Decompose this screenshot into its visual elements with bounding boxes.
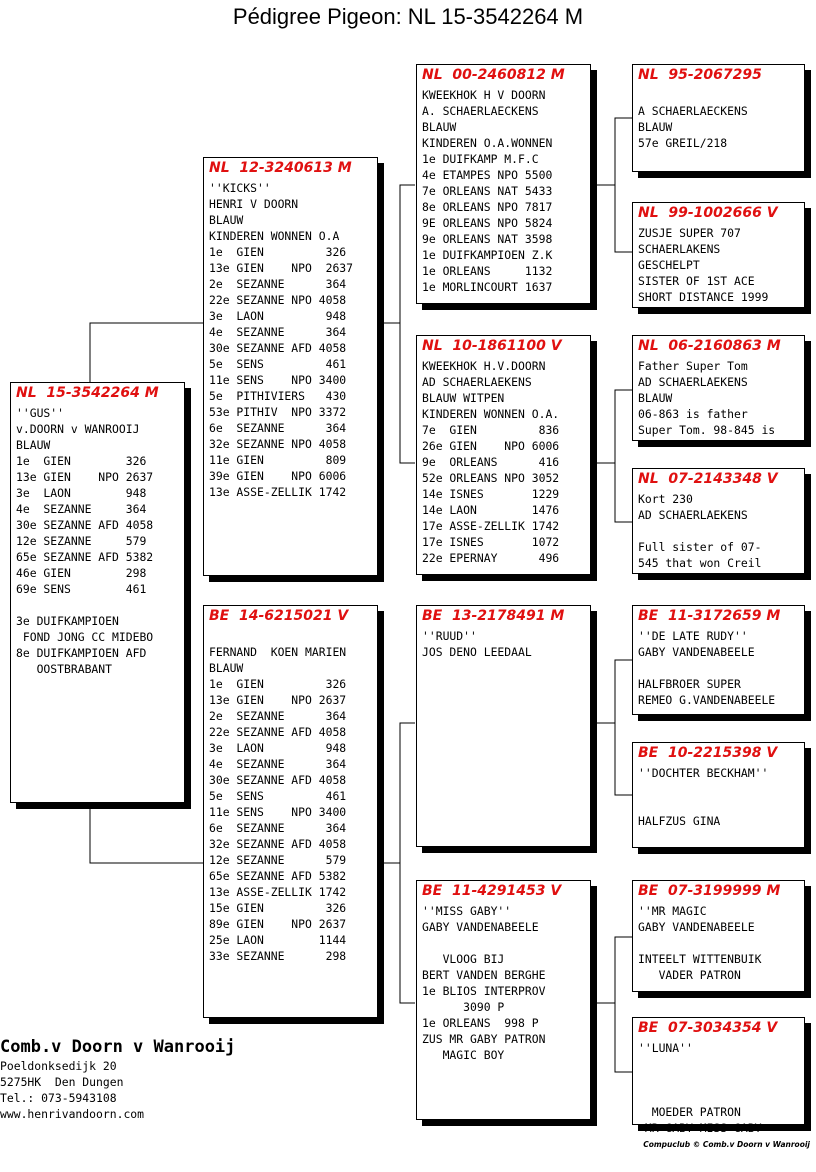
detail-line: ''RUUD'' xyxy=(422,629,477,643)
breeder-address: Poeldonksedijk 20 xyxy=(0,1059,117,1073)
detail-line: A SCHAERLAECKENS xyxy=(638,104,748,118)
detail-line: 4e SEZANNE 364 xyxy=(209,757,347,771)
ring-number: NL 15-3542264 M xyxy=(16,385,159,401)
detail-line: ZUS MR GABY PATRON xyxy=(422,1032,546,1046)
detail-line: OOSTBRABANT xyxy=(16,662,113,676)
detail-line: 30e SEZANNE AFD 4058 xyxy=(209,773,347,787)
breeder-phone: Tel.: 073-5943108 xyxy=(0,1091,117,1105)
detail-line: 52e ORLEANS NPO 3052 xyxy=(422,471,560,485)
detail-line: 32e SEZANNE NPO 4058 xyxy=(209,437,347,451)
detail-line: 13e GIEN NPO 2637 xyxy=(209,261,354,275)
detail-line: MOEDER PATRON xyxy=(638,1105,741,1119)
detail-line: BLAUW xyxy=(209,213,244,227)
detail-line: REMEO G.VANDENABEELE xyxy=(638,693,776,707)
pigeon-details xyxy=(638,358,775,438)
detail-line: GABY VANDENABEELE xyxy=(638,645,755,659)
pigeon-card-sdd xyxy=(632,468,805,574)
detail-line xyxy=(209,628,346,644)
detail-line: ZUSJE SUPER 707 xyxy=(638,226,741,240)
pigeon-details xyxy=(638,765,768,829)
detail-line: BLAUW xyxy=(638,391,673,405)
detail-line: HALFBROER SUPER xyxy=(638,677,741,691)
detail-line: 1e DUIFKAMPIOEN Z.K xyxy=(422,248,553,262)
detail-line: 9E ORLEANS NPO 5824 xyxy=(422,216,553,230)
detail-line: 65e SEZANNE AFD 5382 xyxy=(16,550,154,564)
detail-line: FOND JONG CC MIDEBO xyxy=(16,630,154,644)
pigeon-details xyxy=(422,628,532,660)
detail-line: 57e GREIL/218 xyxy=(638,136,728,150)
detail-line: 13e GIEN NPO 2637 xyxy=(209,693,347,707)
pigeon-details xyxy=(638,87,748,151)
pigeon-card-ddd xyxy=(632,1017,805,1135)
detail-line: ''MISS GABY'' xyxy=(422,904,512,918)
detail-line xyxy=(638,87,748,103)
detail-line: SCHAERLAKENS xyxy=(638,242,721,256)
detail-line: 3e LAON 948 xyxy=(16,486,147,500)
detail-line: Kort 230 xyxy=(638,492,693,506)
detail-line: 3e DUIFKAMPIOEN xyxy=(16,614,119,628)
pigeon-details xyxy=(422,903,545,1063)
detail-line: 4e SEZANNE 364 xyxy=(16,502,147,516)
detail-line: 22e SEZANNE NPO 4058 xyxy=(209,293,347,307)
detail-line: 25e LAON 1144 xyxy=(209,933,347,947)
detail-line: 14e ISNES 1229 xyxy=(422,487,560,501)
pigeon-card-dam-sire xyxy=(416,605,591,847)
ring-number: NL 10-1861100 V xyxy=(422,338,562,354)
pigeon-details xyxy=(209,628,346,964)
detail-line: 15e GIEN 326 xyxy=(209,901,347,915)
detail-line: 1e MORLINCOURT 1637 xyxy=(422,280,553,294)
ring-number: BE 13-2178491 M xyxy=(422,608,565,624)
pigeon-details xyxy=(16,405,153,677)
ring-number: NL 95-2067295 xyxy=(638,67,762,83)
detail-line xyxy=(638,660,775,676)
page-title: Pédigree Pigeon: NL 15-3542264 M xyxy=(232,4,584,29)
pigeon-card-ssd xyxy=(632,202,805,308)
detail-line: 1e ORLEANS 998 P xyxy=(422,1016,539,1030)
detail-line: 53e PITHIV NPO 3372 xyxy=(209,405,347,419)
ring-number: NL 07-2143348 V xyxy=(638,471,778,487)
detail-line: BLAUW xyxy=(638,120,673,134)
pigeon-card-sire-dam xyxy=(416,335,591,575)
detail-line: KINDEREN WONNEN O.A xyxy=(209,229,340,243)
detail-line: HALFZUS GINA xyxy=(638,814,721,828)
detail-line: KINDEREN WONNEN O.A. xyxy=(422,407,560,421)
detail-line: VADER PATRON xyxy=(638,968,741,982)
detail-line: 3e LAON 948 xyxy=(209,741,347,755)
pigeon-card-sds xyxy=(632,335,805,441)
detail-line: 11e SENS NPO 3400 xyxy=(209,805,347,819)
detail-line: ''GUS'' xyxy=(16,406,65,420)
detail-line: JOS DENO LEEDAAL xyxy=(422,645,532,659)
detail-line: 13e ASSE-ZELLIK 1742 xyxy=(209,885,347,899)
pigeon-details xyxy=(638,628,775,708)
pigeon-card-sss xyxy=(632,64,805,172)
detail-line: 1e BLIOS INTERPROV xyxy=(422,984,546,998)
pigeon-details xyxy=(638,225,768,305)
detail-line: ''KICKS'' xyxy=(209,181,271,195)
detail-line xyxy=(16,597,153,613)
detail-line xyxy=(638,1072,761,1088)
detail-line: VLOOG BIJ xyxy=(422,952,505,966)
detail-line: BLAUW WITPEN xyxy=(422,391,505,405)
detail-line: 545 that won Creil xyxy=(638,556,762,570)
detail-line: 1e GIEN 326 xyxy=(209,245,347,259)
detail-line xyxy=(638,781,768,797)
detail-line: INTEELT WITTENBUIK xyxy=(638,952,762,966)
detail-line: ''LUNA'' xyxy=(638,1041,693,1055)
detail-line: 17e ISNES 1072 xyxy=(422,535,560,549)
detail-line: 13e GIEN NPO 2637 xyxy=(16,470,154,484)
pigeon-details xyxy=(422,358,559,566)
detail-line: 22e EPERNAY 496 xyxy=(422,551,560,565)
breeder-name: Comb.v Doorn v Wanrooij xyxy=(0,1037,236,1057)
detail-line: 32e SEZANNE AFD 4058 xyxy=(209,837,347,851)
breeder-city: 5275HK Den Dungen xyxy=(0,1075,124,1089)
pigeon-details xyxy=(422,87,552,295)
detail-line: 1e ORLEANS 1132 xyxy=(422,264,553,278)
pigeon-card-sire-sire xyxy=(416,64,591,304)
detail-line: AD SCHAERLAEKENS xyxy=(638,508,748,522)
detail-line: 12e SEZANNE 579 xyxy=(209,853,347,867)
detail-line: AD SCHAERLAEKENS xyxy=(422,375,532,389)
detail-line: 1e GIEN 326 xyxy=(209,677,347,691)
detail-line: 5e SENS 461 xyxy=(209,357,347,371)
detail-line: 11e GIEN 809 xyxy=(209,453,347,467)
detail-line: 14e LAON 1476 xyxy=(422,503,560,517)
detail-line: 65e SEZANNE AFD 5382 xyxy=(209,869,347,883)
detail-line: 69e SENS 461 xyxy=(16,582,147,596)
pigeon-details xyxy=(638,903,761,983)
detail-line: 7e ORLEANS NAT 5433 xyxy=(422,184,553,198)
detail-line: 9e ORLEANS 416 xyxy=(422,455,560,469)
detail-line: 3090 P xyxy=(422,1000,505,1014)
detail-line xyxy=(638,797,768,813)
detail-line: 2e SEZANNE 364 xyxy=(209,277,347,291)
detail-line: ''DE LATE RUDY'' xyxy=(638,629,748,643)
detail-line: 30e SEZANNE AFD 4058 xyxy=(16,518,154,532)
detail-line xyxy=(422,935,545,951)
detail-line: KINDEREN O.A.WONNEN xyxy=(422,136,553,150)
detail-line: 26e GIEN NPO 6006 xyxy=(422,439,560,453)
detail-line: 89e GIEN NPO 2637 xyxy=(209,917,347,931)
ring-number: NL 12-3240613 M xyxy=(209,160,352,176)
ring-number: BE 11-3172659 M xyxy=(638,608,781,624)
pigeon-details xyxy=(638,1040,761,1136)
detail-line: 22e SEZANNE AFD 4058 xyxy=(209,725,347,739)
detail-line: 3e LAON 948 xyxy=(209,309,347,323)
breeder-website[interactable]: www.henrivandoorn.com xyxy=(0,1107,145,1121)
breeder-info xyxy=(0,1036,235,1122)
detail-line: BLAUW xyxy=(209,661,244,675)
ring-number: BE 07-3199999 M xyxy=(638,883,781,899)
detail-line: MR GABY MISS GABY xyxy=(638,1121,762,1135)
detail-line: ''DOCHTER BECKHAM'' xyxy=(638,766,769,780)
pigeon-card-dam-dam xyxy=(416,880,591,1120)
detail-line: 4e ETAMPES NPO 5500 xyxy=(422,168,553,182)
detail-line: 4e SEZANNE 364 xyxy=(209,325,347,339)
ring-number: NL 00-2460812 M xyxy=(422,67,565,83)
detail-line: Full sister of 07- xyxy=(638,540,762,554)
detail-line: 8e ORLEANS NPO 7817 xyxy=(422,200,553,214)
detail-line: HENRI V DOORN xyxy=(209,197,299,211)
detail-line: 9e ORLEANS NAT 3598 xyxy=(422,232,553,246)
pigeon-card-subject xyxy=(10,382,185,803)
detail-line: Father Super Tom xyxy=(638,359,748,373)
ring-number: BE 11-4291453 V xyxy=(422,883,562,899)
detail-line xyxy=(638,935,761,951)
pigeon-card-sire xyxy=(203,157,378,576)
detail-line: 13e ASSE-ZELLIK 1742 xyxy=(209,485,347,499)
detail-line: SISTER OF 1ST ACE xyxy=(638,274,755,288)
detail-line: 2e SEZANNE 364 xyxy=(209,709,347,723)
detail-line: AD SCHAERLAEKENS xyxy=(638,375,748,389)
detail-line: 8e DUIFKAMPIOEN AFD xyxy=(16,646,147,660)
pigeon-details xyxy=(209,180,353,500)
detail-line: Super Tom. 98-845 is xyxy=(638,423,776,437)
detail-line: 7e GIEN 836 xyxy=(422,423,560,437)
detail-line: BLAUW xyxy=(16,438,51,452)
detail-line: GABY VANDENABEELE xyxy=(422,920,539,934)
detail-line: 30e SEZANNE AFD 4058 xyxy=(209,341,347,355)
detail-line: 1e DUIFKAMP M.F.C xyxy=(422,152,539,166)
detail-line: 06-863 is father xyxy=(638,407,748,421)
detail-line: 6e SEZANNE 364 xyxy=(209,821,347,835)
pigeon-card-dss xyxy=(632,605,805,715)
detail-line: BERT VANDEN BERGHE xyxy=(422,968,546,982)
detail-line: A. SCHAERLAECKENS xyxy=(422,104,539,118)
detail-line xyxy=(638,1088,761,1104)
detail-line: ''MR MAGIC xyxy=(638,904,707,918)
detail-line: MAGIC BOY xyxy=(422,1048,505,1062)
ring-number: BE 07-3034354 V xyxy=(638,1020,778,1036)
footer-credit: Compuclub © Comb.v Doorn v Wanrooij xyxy=(643,1140,810,1149)
detail-line: 17e ASSE-ZELLIK 1742 xyxy=(422,519,560,533)
pigeon-card-dsd xyxy=(632,742,805,848)
detail-line xyxy=(638,1056,761,1072)
detail-line: BLAUW xyxy=(422,120,457,134)
detail-line: 1e GIEN 326 xyxy=(16,454,147,468)
detail-line: KWEEKHOK H.V.DOORN xyxy=(422,359,546,373)
ring-number: NL 06-2160863 M xyxy=(638,338,781,354)
ring-number: BE 10-2215398 V xyxy=(638,745,778,761)
pigeon-card-dds xyxy=(632,880,805,992)
detail-line: 5e PITHIVIERS 430 xyxy=(209,389,347,403)
detail-line: SHORT DISTANCE 1999 xyxy=(638,290,769,304)
detail-line: 6e SEZANNE 364 xyxy=(209,421,347,435)
pigeon-details xyxy=(638,491,761,571)
detail-line: 5e SENS 461 xyxy=(209,789,347,803)
detail-line: FERNAND KOEN MARIEN xyxy=(209,645,347,659)
detail-line: 11e SENS NPO 3400 xyxy=(209,373,347,387)
detail-line: GABY VANDENABEELE xyxy=(638,920,755,934)
detail-line: 39e GIEN NPO 6006 xyxy=(209,469,347,483)
detail-line: 33e SEZANNE 298 xyxy=(209,949,347,963)
detail-line: 46e GIEN 298 xyxy=(16,566,147,580)
detail-line: GESCHELPT xyxy=(638,258,700,272)
detail-line: v.DOORN v WANROOIJ xyxy=(16,422,140,436)
detail-line: KWEEKHOK H V DOORN xyxy=(422,88,546,102)
detail-line: 12e SEZANNE 579 xyxy=(16,534,147,548)
ring-number: NL 99-1002666 V xyxy=(638,205,778,221)
ring-number: BE 14-6215021 V xyxy=(209,608,349,624)
detail-line xyxy=(638,523,761,539)
pigeon-card-dam xyxy=(203,605,378,1018)
